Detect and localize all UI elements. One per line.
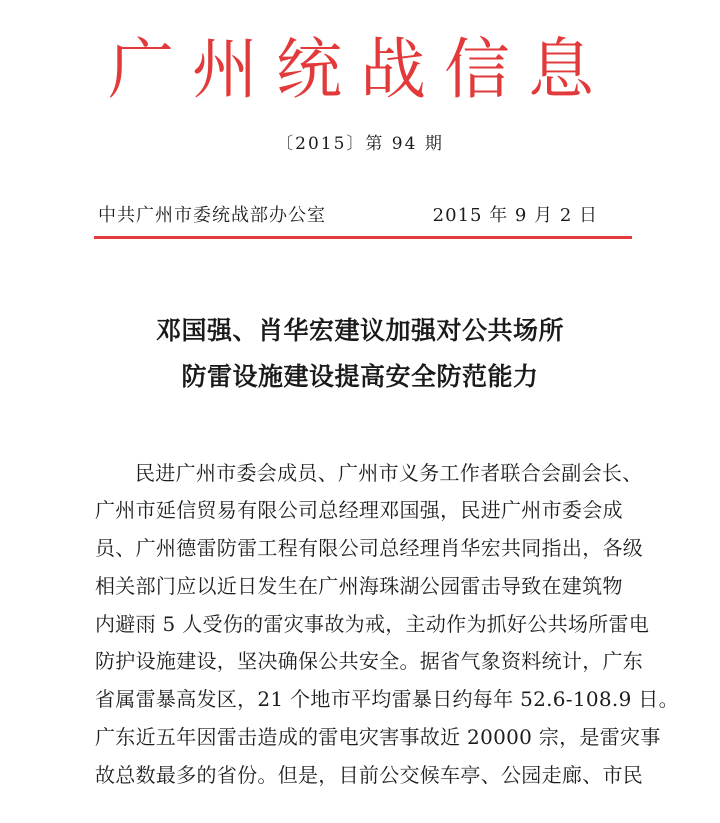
body-text-line: 内避雨 5 人受伤的雷灾事故为戒，主动作为抓好公共场所雷电	[95, 612, 650, 636]
issuing-office: 中共广州市委统战部办公室	[98, 205, 326, 226]
masthead-title: 广州统战信息	[108, 31, 612, 108]
body-text-line: 防护设施建设，坚决确保公共安全。据省气象资料统计，广东	[95, 649, 644, 673]
article-headline-line-1: 邓国强、肖华宏建议加强对公共场所	[155, 316, 564, 345]
article-headline-line-2: 防雷设施建设提高安全防范能力	[181, 362, 539, 391]
red-divider-rule	[94, 236, 632, 239]
issue-number: 〔2015〕第 94 期	[276, 134, 444, 154]
body-text-line: 民进广州市委会成员、广州市义务工作者联合会副会长、	[135, 461, 643, 485]
issue-date: 2015 年 9 月 2 日	[432, 205, 598, 226]
body-text-line: 员、广州德雷防雷工程有限公司总经理肖华宏共同指出，各级	[95, 536, 644, 560]
body-text-line: 广州市延信贸易有限公司总经理邓国强，民进广州市委会成	[95, 498, 623, 522]
body-text-line: 省属雷暴高发区，21 个地市平均雷暴日约每年 52.6-108.9 日。	[95, 687, 679, 711]
body-text-line: 相关部门应以近日发生在广州海珠湖公园雷击导致在建筑物	[95, 574, 623, 598]
body-text-line: 故总数最多的省份。但是，目前公交候车亭、公园走廊、市民	[95, 763, 644, 787]
body-text-line: 广东近五年因雷击造成的雷电灾害事故近 20000 宗，是雷灾事	[95, 725, 661, 749]
